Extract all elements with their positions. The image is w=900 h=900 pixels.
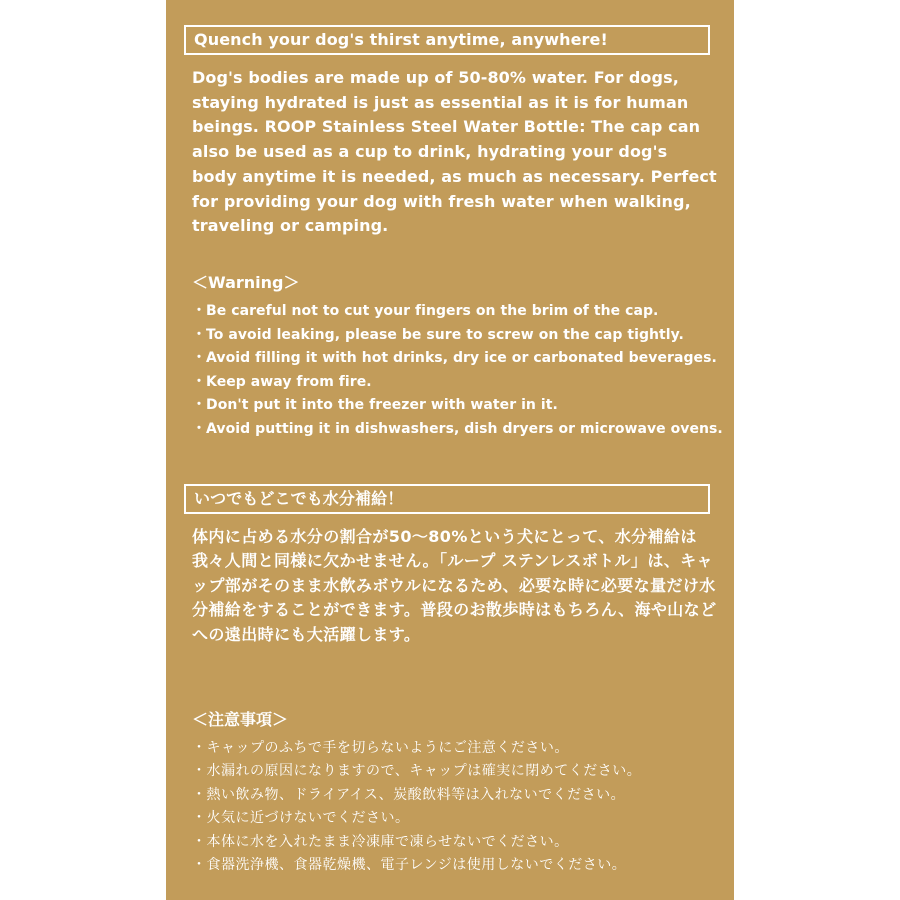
list-item: ・Avoid filling it with hot drinks, dry ice or carbonated beverages.: [192, 350, 717, 367]
english-description: Dog's bodies are made up of 50-80% water. For dogs, staying hydrated is just as essential as it is for human beings. ROOP Stainless Steel Water Bottle: The cap can also be used as a cup to drink, hydrating your dog's body anytime it is needed, as much as necessary. Perfect for providing your dog with fresh water when walking, traveling or camping.: [192, 68, 717, 236]
list-item: ・水漏れの原因になりますので、キャップは確実に閉めてください。: [192, 763, 642, 780]
list-item: ・Be careful not to cut your fingers on the brim of the cap.: [192, 303, 659, 319]
japanese-warning-title: ＜注意事項＞: [192, 710, 289, 729]
english-warning-title: ＜Warning＞: [192, 273, 300, 292]
list-item: ・本体に水を入れたまま冷凍庫で凍らせないでください。: [192, 833, 569, 850]
japanese-description: 体内に占める水分の割合が50～80%という犬にとって、水分補給は我々人間と同様に欠かせません。「ループ ステンレスボトル」は、キャップ部がそのまま水飲みボウルになるため、必要な時に必要な量だけ水分補給をすることができます。普段のお散歩時はもちろん、海や山などへの遠出時にも大活躍します。: [192, 527, 717, 644]
japanese-warning-list: [192, 737, 722, 877]
english-heading: Quench your dog's thirst anytime, anywhere!: [184, 25, 710, 55]
list-item: ・熱い飲み物、ドライアイス、炭酸飲料等は入れないでください。: [192, 786, 626, 803]
list-item: ・火気に近づけないでください。: [192, 810, 410, 827]
list-item: ・To avoid leaking, please be sure to screw on the cap tightly.: [192, 326, 684, 343]
list-item: ・キャップのふちで手を切らないようにご注意ください。: [192, 740, 569, 756]
list-item: ・Avoid putting it in dishwashers, dish dryers or microwave ovens.: [192, 420, 723, 437]
list-item: ・Keep away from fire.: [192, 373, 372, 390]
list-item: ・食器洗浄機、食器乾燥機、電子レンジは使用しないでください。: [192, 857, 627, 874]
japanese-heading: いつでもどこでも水分補給！: [184, 484, 710, 514]
product-info-panel: [166, 0, 734, 900]
english-warning-list: [192, 300, 722, 442]
list-item: ・Don't put it into the freezer with water in it.: [192, 397, 558, 414]
